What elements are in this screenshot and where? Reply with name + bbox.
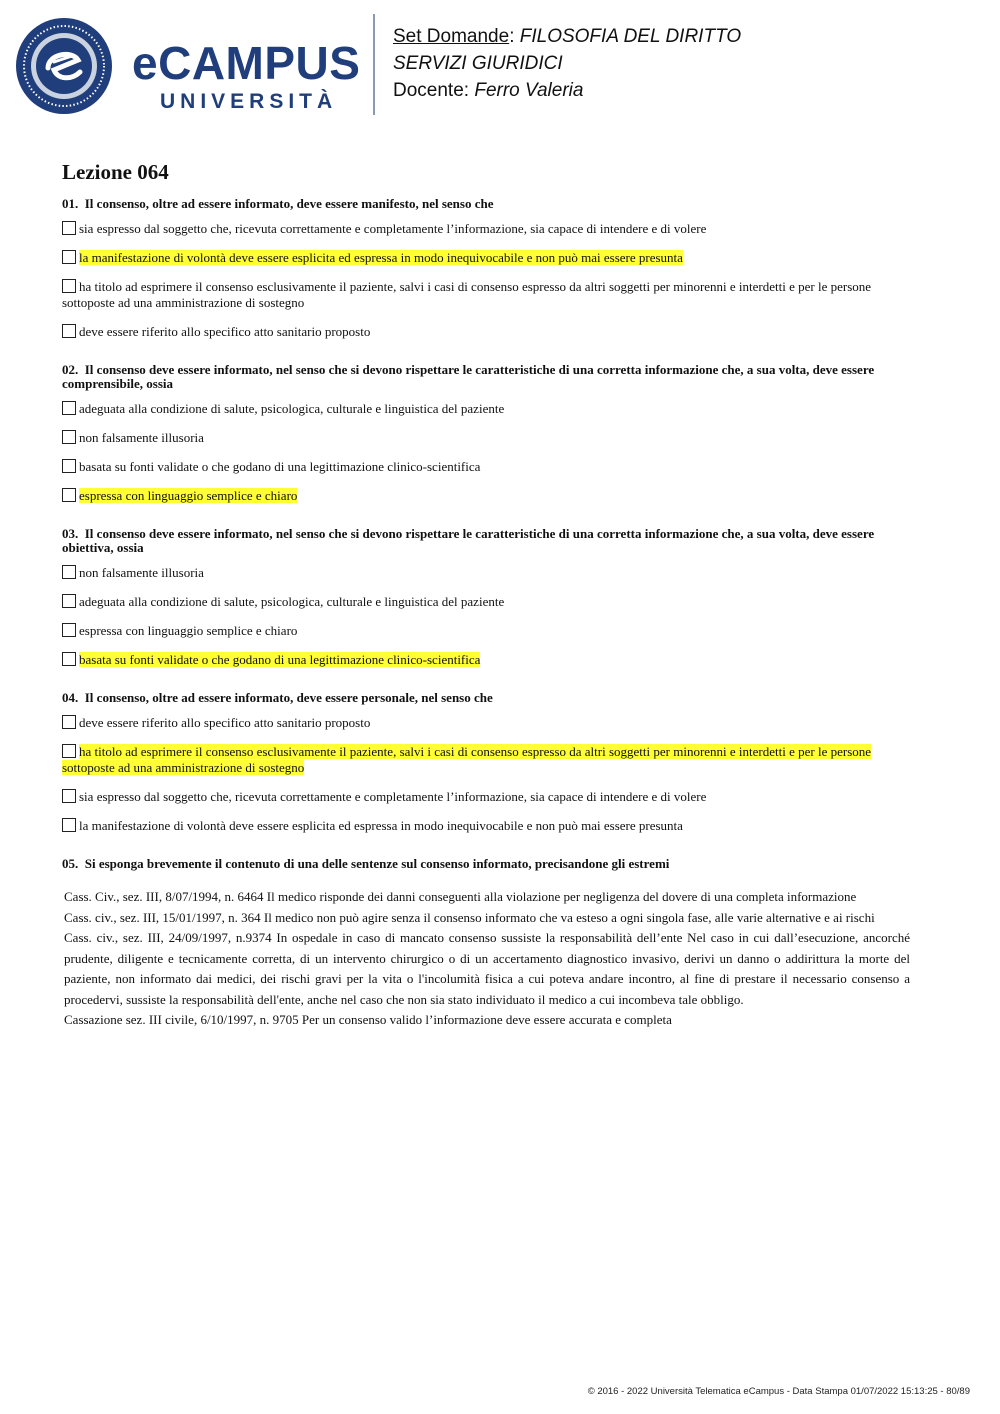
question-text: Il consenso deve essere informato, nel senso che si devono rispettare le caratteristiche di una corretta informazione che, a sua volta, deve essere obiettiva, ossia — [62, 526, 875, 555]
option-text: sia espresso dal soggetto che, ricevuta correttamente e completamente l’informazione, sia capace di intendere e di volere — [79, 789, 707, 804]
answer-paragraph: Cassazione sez. III civile, 6/10/1997, n. 9705 Per un consenso valido l’informazione deve essere accurata e completa — [64, 1012, 672, 1027]
answer-option-correct — [62, 250, 912, 266]
option-text: basata su fonti validate o che godano di una legittimazione clinico-scientifica — [79, 459, 481, 474]
checkbox[interactable] — [62, 250, 76, 264]
teacher-name: Ferro Valeria — [474, 80, 584, 101]
option-text: adeguata alla condizione di salute, psicologica, culturale e linguistica del paziente — [79, 594, 505, 609]
checkbox[interactable] — [62, 324, 76, 338]
checkbox[interactable] — [62, 221, 76, 235]
answer-option — [62, 324, 912, 340]
question-title — [62, 527, 912, 555]
ecampus-logo — [14, 14, 359, 118]
ecampus-emblem-icon — [14, 16, 114, 116]
checkbox[interactable] — [62, 401, 76, 415]
question-title — [62, 197, 912, 211]
answer-option — [62, 221, 912, 237]
question-text: Il consenso, oltre ad essere informato, deve essere manifesto, nel senso che — [84, 196, 494, 211]
brand-subtitle: UNIVERSITÀ — [160, 90, 338, 113]
brand-name: eCAMPUS — [132, 37, 361, 89]
option-text: deve essere riferito allo specifico atto sanitario proposto — [79, 715, 371, 730]
question-title — [62, 363, 912, 391]
answer-option-correct — [62, 488, 912, 504]
question-text: Il consenso deve essere informato, nel senso che si devono rispettare le caratteristiche di una corretta informazione che, a sua volta, deve essere comprensibile, ossia — [62, 362, 875, 391]
checkbox[interactable] — [62, 652, 76, 666]
teacher-line: Docente: Ferro Valeria — [393, 80, 584, 101]
subject-line: Set Domande: FILOSOFIA DEL DIRITTO — [393, 26, 742, 47]
question-number: 01. — [62, 196, 79, 211]
option-text: non falsamente illusoria — [79, 430, 204, 445]
header-divider — [373, 14, 375, 115]
page-header — [0, 0, 1000, 140]
option-text: espressa con linguaggio semplice e chiaro — [79, 488, 298, 503]
lesson-title: Lezione 064 — [62, 160, 169, 184]
option-text: la manifestazione di volontà deve essere esplicita ed espressa in modo inequivocabile e non può mai essere presunta — [79, 818, 683, 833]
checkbox[interactable] — [62, 279, 76, 293]
option-text: deve essere riferito allo specifico atto sanitario proposto — [79, 324, 371, 339]
answer-option — [62, 459, 912, 475]
checkbox[interactable] — [62, 715, 76, 729]
answer-option — [62, 565, 912, 581]
checkbox[interactable] — [62, 818, 76, 832]
answer-paragraph: Cass. civ., sez. III, 15/01/1997, n. 364 Il medico non può agire senza il consenso informato che va esteso a ogni singola fase, alle varie alternative e ai rischi — [64, 909, 875, 925]
page-footer: © 2016 - 2022 Università Telematica eCampus - Data Stampa 01/07/2022 15:13:25 - 80/89 — [587, 1386, 970, 1397]
option-text: adeguata alla condizione di salute, psicologica, culturale e linguistica del paziente — [79, 401, 505, 416]
option-text: basata su fonti validate o che godano di una legittimazione clinico-scientifica — [79, 652, 481, 667]
answer-option — [62, 715, 912, 731]
checkbox[interactable] — [62, 744, 76, 758]
course-title: SERVIZI GIURIDICI — [393, 53, 563, 74]
question-number: 05. — [62, 856, 79, 871]
answer-option-correct — [62, 652, 912, 668]
answer-option — [62, 430, 912, 446]
checkbox[interactable] — [62, 565, 76, 579]
option-text: ha titolo ad esprimere il consenso esclusivamente il paziente, salvi i casi di consenso espresso da altri soggetti per minorenni e interdetti e per le persone sottoposte ad una amministrazione di sostegno — [62, 279, 872, 310]
question-text: Si esponga brevemente il contenuto di una delle sentenze sul consenso informato, precisandone gli estremi — [84, 856, 670, 871]
answer-paragraph: Cass. civ., sez. III, 24/09/1997, n.9374 In ospedale in caso di mancato consenso sussiste la responsabilità dell’ente Nel caso in cui dall’esecuzione, ancorché prudente, diligente e tecnicamente corretta, di un intervento chirurgico o di un accertamento diagnostico invasivo, derivi un danno o addirittura la morte del paziente, non informato dai medici, dei rischi gravi per la vita o l'incolumità fisica a cui poteva andare incontro, al fine di prestare il necessario consenso a procedervi, sussiste la responsabilità dell'ente, anche nel caso che non sia stato individuato il medico a cui incombeva tale obbligo. — [64, 930, 910, 1007]
checkbox[interactable] — [62, 594, 76, 608]
open-answer — [62, 887, 910, 1031]
option-text: ha titolo ad esprimere il consenso esclusivamente il paziente, salvi i casi di consenso espresso da altri soggetti per minorenni e interdetti e per le persone sottoposte ad una amministrazione di sostegno — [62, 744, 872, 775]
answer-paragraph: Cass. Civ., sez. III, 8/07/1994, n. 6464 Il medico risponde dei danni conseguenti alla violazione per negligenza del dovere di una completa informazione — [64, 889, 857, 904]
checkbox[interactable] — [62, 430, 76, 444]
question-title — [62, 857, 912, 871]
answer-option — [62, 279, 912, 311]
question-text: Il consenso, oltre ad essere informato, deve essere personale, nel senso che — [84, 690, 493, 705]
question-title — [62, 691, 912, 705]
option-text: espressa con linguaggio semplice e chiaro — [79, 623, 298, 638]
set-label: Set Domande — [393, 26, 510, 47]
checkbox[interactable] — [62, 623, 76, 637]
checkbox[interactable] — [62, 488, 76, 502]
subject-title: FILOSOFIA DEL DIRITTO — [519, 26, 742, 47]
answer-option — [62, 623, 912, 639]
option-text: la manifestazione di volontà deve essere esplicita ed espressa in modo inequivocabile e non può mai essere presunta — [79, 250, 683, 265]
option-text: sia espresso dal soggetto che, ricevuta correttamente e completamente l’informazione, sia capace di intendere e di volere — [79, 221, 707, 236]
answer-option — [62, 818, 912, 834]
answer-option — [62, 789, 912, 805]
answer-option-correct — [62, 744, 912, 776]
header-info — [393, 23, 741, 104]
checkbox[interactable] — [62, 459, 76, 473]
answer-option — [62, 401, 912, 417]
answer-option — [62, 594, 912, 610]
option-text: non falsamente illusoria — [79, 565, 204, 580]
checkbox[interactable] — [62, 789, 76, 803]
course-line — [393, 50, 741, 77]
question-number: 02. — [62, 362, 79, 377]
teacher-label: Docente — [393, 80, 464, 101]
question-number: 03. — [62, 526, 79, 541]
question-number: 04. — [62, 690, 79, 705]
main-content — [62, 160, 912, 1031]
